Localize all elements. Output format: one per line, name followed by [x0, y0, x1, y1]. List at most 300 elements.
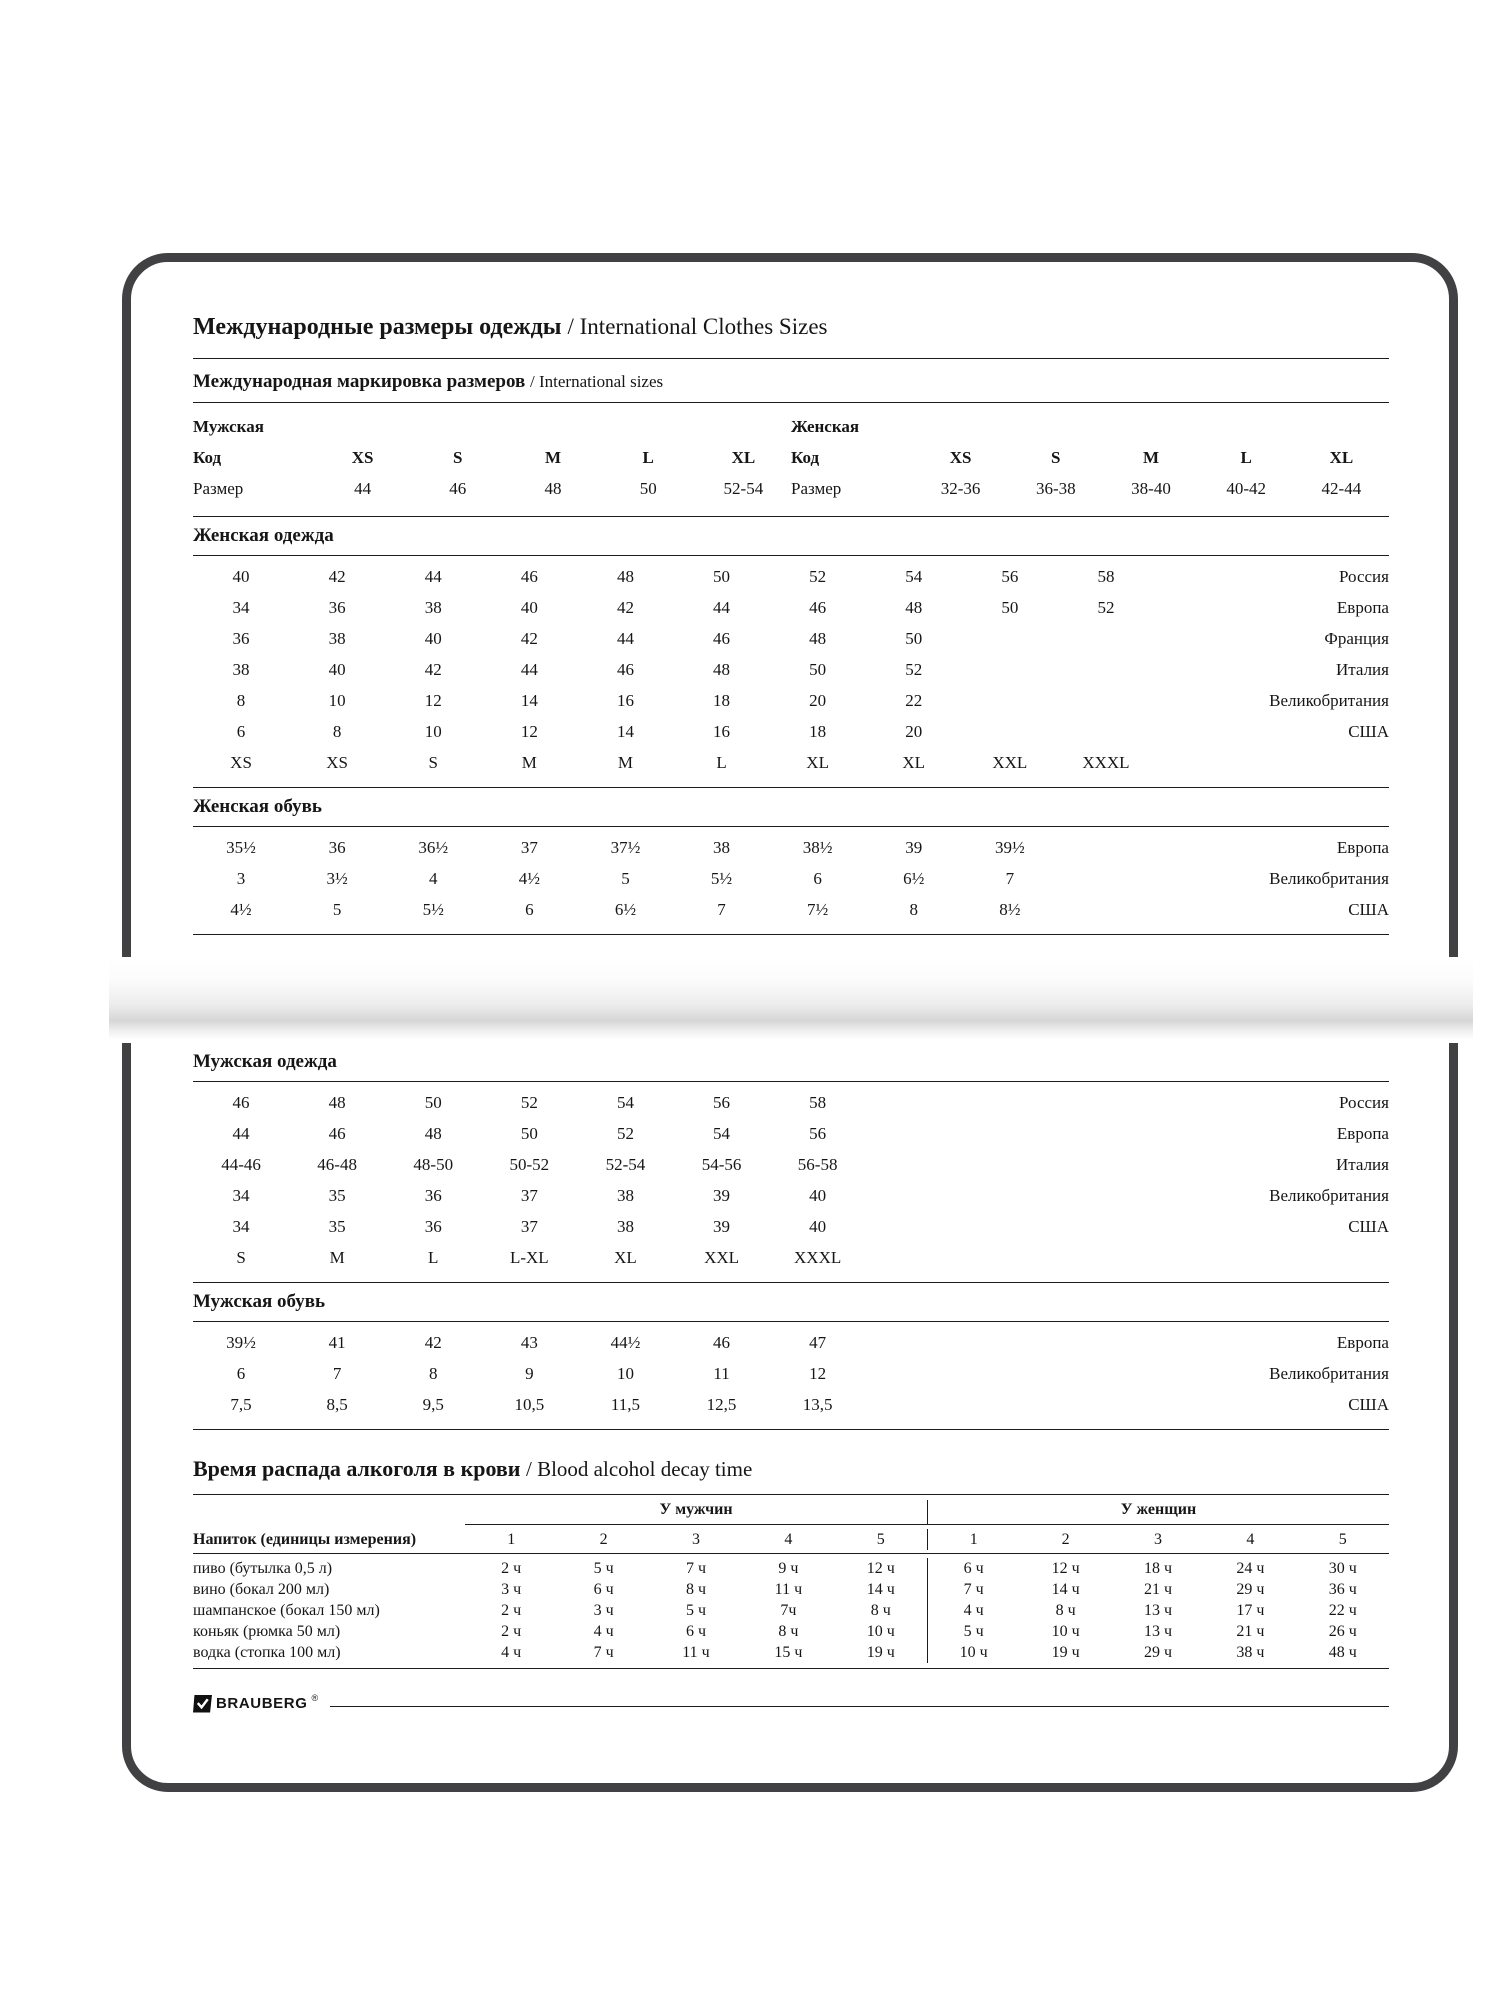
- size-value: 7: [332, 1364, 342, 1383]
- size-row: [193, 1389, 1389, 1420]
- decay-hours-women: 6 ч: [927, 1558, 1019, 1579]
- size-value: [1058, 685, 1154, 716]
- country-label: Италия: [1335, 660, 1389, 679]
- size-value: 22: [905, 691, 923, 710]
- decay-hours-men: 4 ч: [593, 1623, 614, 1640]
- marking-size: 50: [639, 479, 657, 498]
- size-row: [193, 1211, 1389, 1242]
- men-clothes-heading: Мужская одежда: [193, 1051, 337, 1072]
- page-content: [131, 262, 1449, 1713]
- page-title: [193, 312, 1389, 342]
- size-value: [1058, 654, 1154, 685]
- size-value: M: [617, 753, 633, 772]
- size-value: 44-46: [221, 1155, 261, 1174]
- marking-group-label: Мужская: [193, 417, 264, 436]
- size-row: [193, 1180, 1389, 1211]
- size-value: [866, 1149, 962, 1180]
- size-row: [193, 1118, 1389, 1149]
- size-value: [962, 1327, 1058, 1358]
- footer-rule: [330, 1706, 1389, 1707]
- drink-column-header: Напиток (единицы измерения): [193, 1531, 417, 1548]
- size-row: [193, 832, 1389, 863]
- country-label: Россия: [1339, 1093, 1389, 1112]
- size-value: [962, 1358, 1058, 1389]
- marking-code-label: Код: [193, 448, 222, 467]
- size-value: 36: [232, 629, 250, 648]
- size-value: M: [329, 1248, 345, 1267]
- marking-code: XS: [949, 448, 972, 467]
- size-value: 6: [236, 722, 246, 741]
- size-value: 4: [428, 869, 438, 888]
- size-value: 36: [328, 598, 346, 617]
- marking-code: L: [1240, 448, 1252, 467]
- marking-code-label: Код: [791, 448, 820, 467]
- decay-hours-men: 15 ч: [774, 1644, 803, 1661]
- size-value: [962, 1242, 1058, 1273]
- size-value: [1058, 1242, 1154, 1273]
- size-value: 5½: [422, 900, 444, 919]
- size-value: 37: [520, 838, 538, 857]
- decay-hours-women: 38 ч: [1236, 1644, 1265, 1661]
- country-label: США: [1348, 900, 1389, 919]
- size-value: 50: [424, 1093, 442, 1112]
- checkmark-flag-icon: [193, 1695, 212, 1713]
- decay-hours-women: 13 ч: [1143, 1623, 1173, 1640]
- size-value: 12,5: [706, 1395, 737, 1414]
- decay-hours-women: 36 ч: [1328, 1581, 1357, 1598]
- decay-hours-women: 5 ч: [927, 1621, 1019, 1642]
- size-value: 46: [809, 598, 827, 617]
- size-value: 52: [616, 1124, 634, 1143]
- decay-hours-women: 10 ч: [1051, 1623, 1080, 1640]
- size-value: [1058, 1358, 1154, 1389]
- dose-number: 5: [1338, 1531, 1347, 1548]
- size-value: 5: [332, 900, 342, 919]
- size-value: 48: [713, 660, 731, 679]
- decay-hours-women: 17 ч: [1236, 1602, 1265, 1619]
- women-group-header: У женщин: [927, 1500, 1389, 1525]
- decay-hours-women: 21 ч: [1236, 1623, 1265, 1640]
- decay-hours-men: 14 ч: [866, 1581, 895, 1598]
- size-value: 35½: [226, 838, 256, 857]
- country-label: Великобритания: [1269, 1186, 1389, 1205]
- men-clothes-table: [193, 1082, 1389, 1282]
- size-value: 36: [328, 838, 346, 857]
- country-label: Великобритания: [1269, 1364, 1389, 1383]
- decay-hours-men: 9 ч: [778, 1560, 799, 1577]
- size-value: 50: [520, 1124, 538, 1143]
- size-value: 14: [520, 691, 538, 710]
- size-value: [1058, 1118, 1154, 1149]
- size-value: 46: [520, 567, 538, 586]
- drink-label: вино (бокал 200 мл): [193, 1581, 330, 1598]
- dose-number: 2: [599, 1531, 608, 1548]
- size-value: XXXL: [1082, 753, 1130, 772]
- size-value: [1058, 623, 1154, 654]
- country-label: Европа: [1336, 838, 1389, 857]
- size-value: 10: [424, 722, 442, 741]
- size-value: 39½: [994, 838, 1025, 857]
- men-shoes-heading: Мужская обувь: [193, 1291, 326, 1312]
- size-value: 38: [616, 1217, 634, 1236]
- marking-code: XS: [351, 448, 374, 467]
- drink-label: коньяк (рюмка 50 мл): [193, 1623, 341, 1640]
- marking-empty-cell: [315, 411, 410, 442]
- decay-hours-women: 8 ч: [1055, 1602, 1076, 1619]
- brand-name: BRAUBERG: [216, 1695, 308, 1712]
- marking-size: 40-42: [1226, 479, 1267, 498]
- marking-empty-cell: [1008, 411, 1103, 442]
- size-value: 37½: [610, 838, 641, 857]
- marking-empty-cell: [696, 411, 791, 442]
- size-value: [866, 1389, 962, 1420]
- size-value: 14: [616, 722, 634, 741]
- size-value: 34: [232, 1217, 250, 1236]
- size-value: 6½: [903, 869, 925, 888]
- size-value: 35: [328, 1217, 346, 1236]
- alcohol-row: [193, 1558, 1389, 1579]
- country-label: Великобритания: [1269, 869, 1389, 888]
- size-value: 48: [905, 598, 923, 617]
- alcohol-row: [193, 1600, 1389, 1621]
- size-row: [193, 1358, 1389, 1389]
- decay-hours-women: 19 ч: [1051, 1644, 1080, 1661]
- decay-hours-men: 8 ч: [685, 1581, 707, 1598]
- drink-label: пиво (бутылка 0,5 л): [193, 1560, 333, 1577]
- marking-size: 44: [354, 479, 372, 498]
- size-value: [962, 685, 1058, 716]
- size-value: 20: [905, 722, 923, 741]
- decay-hours-men: 7 ч: [593, 1644, 614, 1661]
- marking-code: XL: [1329, 448, 1354, 467]
- size-value: 40: [232, 567, 250, 586]
- decay-hours-men: 7 ч: [685, 1560, 707, 1577]
- size-value: 20: [809, 691, 827, 710]
- size-value: 36: [424, 1217, 442, 1236]
- decay-hours-women: 18 ч: [1143, 1560, 1173, 1577]
- size-value: 48-50: [413, 1155, 454, 1174]
- size-value: 58: [1097, 567, 1115, 586]
- size-value: 10,5: [514, 1395, 545, 1414]
- decay-hours-men: 6 ч: [593, 1581, 614, 1598]
- size-value: [962, 1180, 1058, 1211]
- size-value: 44: [713, 598, 731, 617]
- size-value: 12: [520, 722, 538, 741]
- size-value: 44: [616, 629, 634, 648]
- size-value: [962, 1389, 1058, 1420]
- size-value: [962, 1211, 1058, 1242]
- marking-code: XL: [731, 448, 756, 467]
- size-value: 40: [809, 1217, 827, 1236]
- size-value: 50: [809, 660, 827, 679]
- marking-table: [193, 403, 1389, 516]
- size-value: 6: [525, 900, 534, 919]
- size-value: 47: [809, 1333, 827, 1352]
- size-value: 56: [1001, 567, 1019, 586]
- country-label: Италия: [1335, 1155, 1389, 1174]
- size-value: [1058, 1149, 1154, 1180]
- rule-divider: [193, 358, 1389, 359]
- size-value: 38: [424, 598, 442, 617]
- size-value: [1058, 1389, 1154, 1420]
- rule-divider: [193, 934, 1389, 935]
- marking-size: 42-44: [1321, 479, 1362, 498]
- size-value: 39: [713, 1217, 731, 1236]
- size-value: XL: [902, 753, 926, 772]
- size-value: [1058, 832, 1154, 863]
- size-value: M: [521, 753, 537, 772]
- decay-hours-women: 24 ч: [1236, 1560, 1265, 1577]
- country-label: Великобритания: [1269, 691, 1389, 710]
- size-value: [1058, 1087, 1154, 1118]
- size-value: S: [428, 753, 438, 772]
- size-value: 50: [1001, 598, 1019, 617]
- decay-hours-women: 10 ч: [927, 1642, 1019, 1663]
- size-value: [866, 1358, 962, 1389]
- size-value: S: [236, 1248, 246, 1267]
- size-value: 48: [328, 1093, 346, 1112]
- size-value: 40: [809, 1186, 827, 1205]
- decay-hours-women: 22 ч: [1328, 1602, 1357, 1619]
- size-value: 8: [332, 722, 342, 741]
- size-value: 42: [520, 629, 538, 648]
- size-value: [962, 1149, 1058, 1180]
- size-value: 16: [713, 722, 731, 741]
- size-value: 12: [424, 691, 442, 710]
- size-value: 3: [236, 869, 246, 888]
- size-value: 44½: [610, 1333, 641, 1352]
- marking-heading: [193, 371, 1389, 393]
- size-value: 5½: [710, 869, 733, 888]
- size-value: 8,5: [326, 1395, 348, 1414]
- size-value: XXL: [992, 753, 1028, 772]
- size-value: 52: [1097, 598, 1115, 617]
- decay-hours-women: 29 ч: [1236, 1581, 1265, 1598]
- size-row: [193, 894, 1389, 925]
- size-value: 42: [424, 660, 442, 679]
- size-value: 46: [713, 629, 731, 648]
- size-value: 40: [328, 660, 346, 679]
- size-value: 52: [905, 660, 923, 679]
- size-value: 50: [713, 567, 731, 586]
- decay-hours-men: 10 ч: [866, 1623, 895, 1640]
- size-row: [193, 1149, 1389, 1180]
- alcohol-heading-ru: Время распада алкоголя в крови: [193, 1456, 521, 1481]
- dose-number: 2: [1061, 1531, 1070, 1548]
- marking-size: 32-36: [940, 479, 981, 498]
- drink-label: шампанское (бокал 150 мл): [193, 1602, 380, 1619]
- country-label: Европа: [1336, 1333, 1389, 1352]
- dose-number: 4: [784, 1531, 793, 1548]
- size-value: 9: [525, 1364, 534, 1383]
- women-shoes-heading: Женская обувь: [193, 796, 322, 817]
- size-value: [962, 1087, 1058, 1118]
- marking-code: M: [544, 448, 562, 467]
- size-value: XL: [806, 753, 829, 772]
- women-shoes-table: [193, 827, 1389, 934]
- size-value: 48: [809, 629, 827, 648]
- size-value: 8: [909, 900, 918, 919]
- size-value: 42: [616, 598, 634, 617]
- size-value: 8½: [999, 900, 1021, 919]
- decay-hours-women: 7 ч: [927, 1579, 1019, 1600]
- size-value: 44: [520, 660, 538, 679]
- marking-empty-cell: [1294, 411, 1389, 442]
- marking-size: 52-54: [723, 479, 764, 498]
- size-value: 46: [616, 660, 634, 679]
- size-value: [962, 623, 1058, 654]
- marking-women-half: [791, 411, 1389, 504]
- size-value: 56-58: [797, 1155, 838, 1174]
- decay-hours-men: 8 ч: [870, 1602, 891, 1619]
- size-row: [193, 863, 1389, 894]
- size-value: 7: [1005, 869, 1015, 888]
- size-value: 52: [520, 1093, 538, 1112]
- size-value: 54: [713, 1124, 731, 1143]
- size-value: 18: [713, 691, 731, 710]
- dose-number: 5: [876, 1531, 885, 1548]
- size-value: 6½: [614, 900, 637, 919]
- size-value: L-XL: [509, 1248, 549, 1267]
- country-label: США: [1348, 1217, 1389, 1236]
- dose-number: 3: [691, 1531, 700, 1548]
- marking-empty-cell: [601, 411, 696, 442]
- size-row: [193, 654, 1389, 685]
- decay-hours-men: 4 ч: [501, 1644, 522, 1661]
- men-group-header: У мужчин: [465, 1500, 927, 1525]
- size-value: 36: [424, 1186, 442, 1205]
- size-value: [866, 1211, 962, 1242]
- alcohol-row: [193, 1621, 1389, 1642]
- size-value: [866, 1242, 962, 1273]
- size-value: 34: [232, 598, 250, 617]
- marking-size-label: Размер: [193, 479, 244, 498]
- dose-number: 1: [507, 1531, 516, 1548]
- marking-size: 36-38: [1035, 479, 1076, 498]
- size-value: [866, 1327, 962, 1358]
- rule-divider: [193, 787, 1389, 788]
- size-value: [1058, 863, 1154, 894]
- size-value: 50-52: [509, 1155, 550, 1174]
- size-value: 13,5: [802, 1395, 833, 1414]
- decay-hours-women: 21 ч: [1143, 1581, 1173, 1598]
- drink-label: водка (стопка 100 мл): [193, 1644, 341, 1661]
- alcohol-group-row: [193, 1495, 1389, 1525]
- women-clothes-table: [193, 556, 1389, 787]
- marking-size: 46: [449, 479, 467, 498]
- size-value: XL: [614, 1248, 637, 1267]
- size-value: [866, 1118, 962, 1149]
- size-value: 7: [717, 900, 726, 919]
- size-value: 58: [809, 1093, 827, 1112]
- size-value: 46: [328, 1124, 346, 1143]
- size-value: 39: [905, 838, 923, 857]
- size-value: 38: [232, 660, 250, 679]
- size-value: 46-48: [317, 1155, 357, 1174]
- size-value: [866, 1087, 962, 1118]
- size-value: 12: [809, 1364, 827, 1383]
- size-row: [193, 1242, 1389, 1273]
- page-title-ru: Международные размеры одежды: [193, 314, 562, 340]
- page-title-en: / International Clothes Sizes: [567, 314, 828, 339]
- marking-group-label: Женская: [791, 417, 860, 436]
- size-value: 3½: [326, 869, 348, 888]
- marking-code: S: [1051, 448, 1061, 467]
- size-value: XS: [326, 753, 348, 772]
- size-value: 18: [809, 722, 827, 741]
- size-value: 54: [905, 567, 923, 586]
- decay-hours-men: 12 ч: [866, 1560, 895, 1577]
- decay-hours-men: 11 ч: [774, 1581, 803, 1598]
- size-value: 52: [809, 567, 827, 586]
- size-value: 36½: [418, 838, 449, 857]
- brand-logo: [193, 1695, 318, 1713]
- size-value: 34: [232, 1186, 250, 1205]
- decay-hours-men: 3 ч: [593, 1602, 614, 1619]
- size-value: 7½: [807, 900, 829, 919]
- footer: [193, 1695, 1389, 1713]
- size-value: 16: [616, 691, 634, 710]
- decay-hours-men: 5 ч: [685, 1602, 707, 1619]
- size-value: 11,5: [610, 1395, 640, 1414]
- alcohol-corner-cell: [193, 1500, 465, 1525]
- size-value: 42: [328, 567, 346, 586]
- country-label: [1154, 747, 1389, 778]
- rule-divider: [193, 516, 1389, 517]
- decay-hours-women: 14 ч: [1051, 1581, 1080, 1598]
- dose-number: 1: [927, 1529, 1019, 1550]
- size-value: 44: [232, 1124, 250, 1143]
- size-value: 48: [616, 567, 634, 586]
- country-label: Европа: [1336, 598, 1389, 617]
- decay-hours-men: 11 ч: [682, 1644, 710, 1661]
- alcohol-header-row: [193, 1525, 1389, 1554]
- size-value: 6: [236, 1364, 246, 1383]
- size-value: [1058, 1327, 1154, 1358]
- marking-empty-cell: [913, 411, 1008, 442]
- size-value: 4½: [230, 900, 252, 919]
- decay-hours-men: 7ч: [780, 1602, 797, 1619]
- size-value: 38: [328, 629, 346, 648]
- decay-hours-women: 12 ч: [1051, 1560, 1080, 1577]
- marking-heading-en: / International sizes: [530, 372, 664, 391]
- size-value: 54-56: [701, 1155, 742, 1174]
- size-value: 40: [520, 598, 538, 617]
- size-value: 11: [713, 1364, 730, 1383]
- men-shoes-table: [193, 1322, 1389, 1429]
- size-value: 52-54: [605, 1155, 646, 1174]
- size-value: [1058, 894, 1154, 925]
- size-value: 42: [424, 1333, 442, 1352]
- size-row: [193, 716, 1389, 747]
- country-label: Франция: [1324, 629, 1389, 648]
- size-value: 4½: [518, 869, 540, 888]
- size-value: 54: [616, 1093, 634, 1112]
- size-value: 6: [813, 869, 822, 888]
- size-value: 38: [713, 838, 731, 857]
- marking-empty-cell: [1199, 411, 1294, 442]
- marking-size: 48: [544, 479, 562, 498]
- decay-hours-men: 8 ч: [778, 1623, 799, 1640]
- decay-hours-women: 4 ч: [927, 1600, 1019, 1621]
- size-row: [193, 1087, 1389, 1118]
- size-value: XXXL: [794, 1248, 842, 1267]
- size-value: 56: [809, 1124, 827, 1143]
- size-value: 37: [520, 1217, 538, 1236]
- size-value: [962, 1118, 1058, 1149]
- alcohol-row: [193, 1579, 1389, 1600]
- marking-code: M: [1142, 448, 1160, 467]
